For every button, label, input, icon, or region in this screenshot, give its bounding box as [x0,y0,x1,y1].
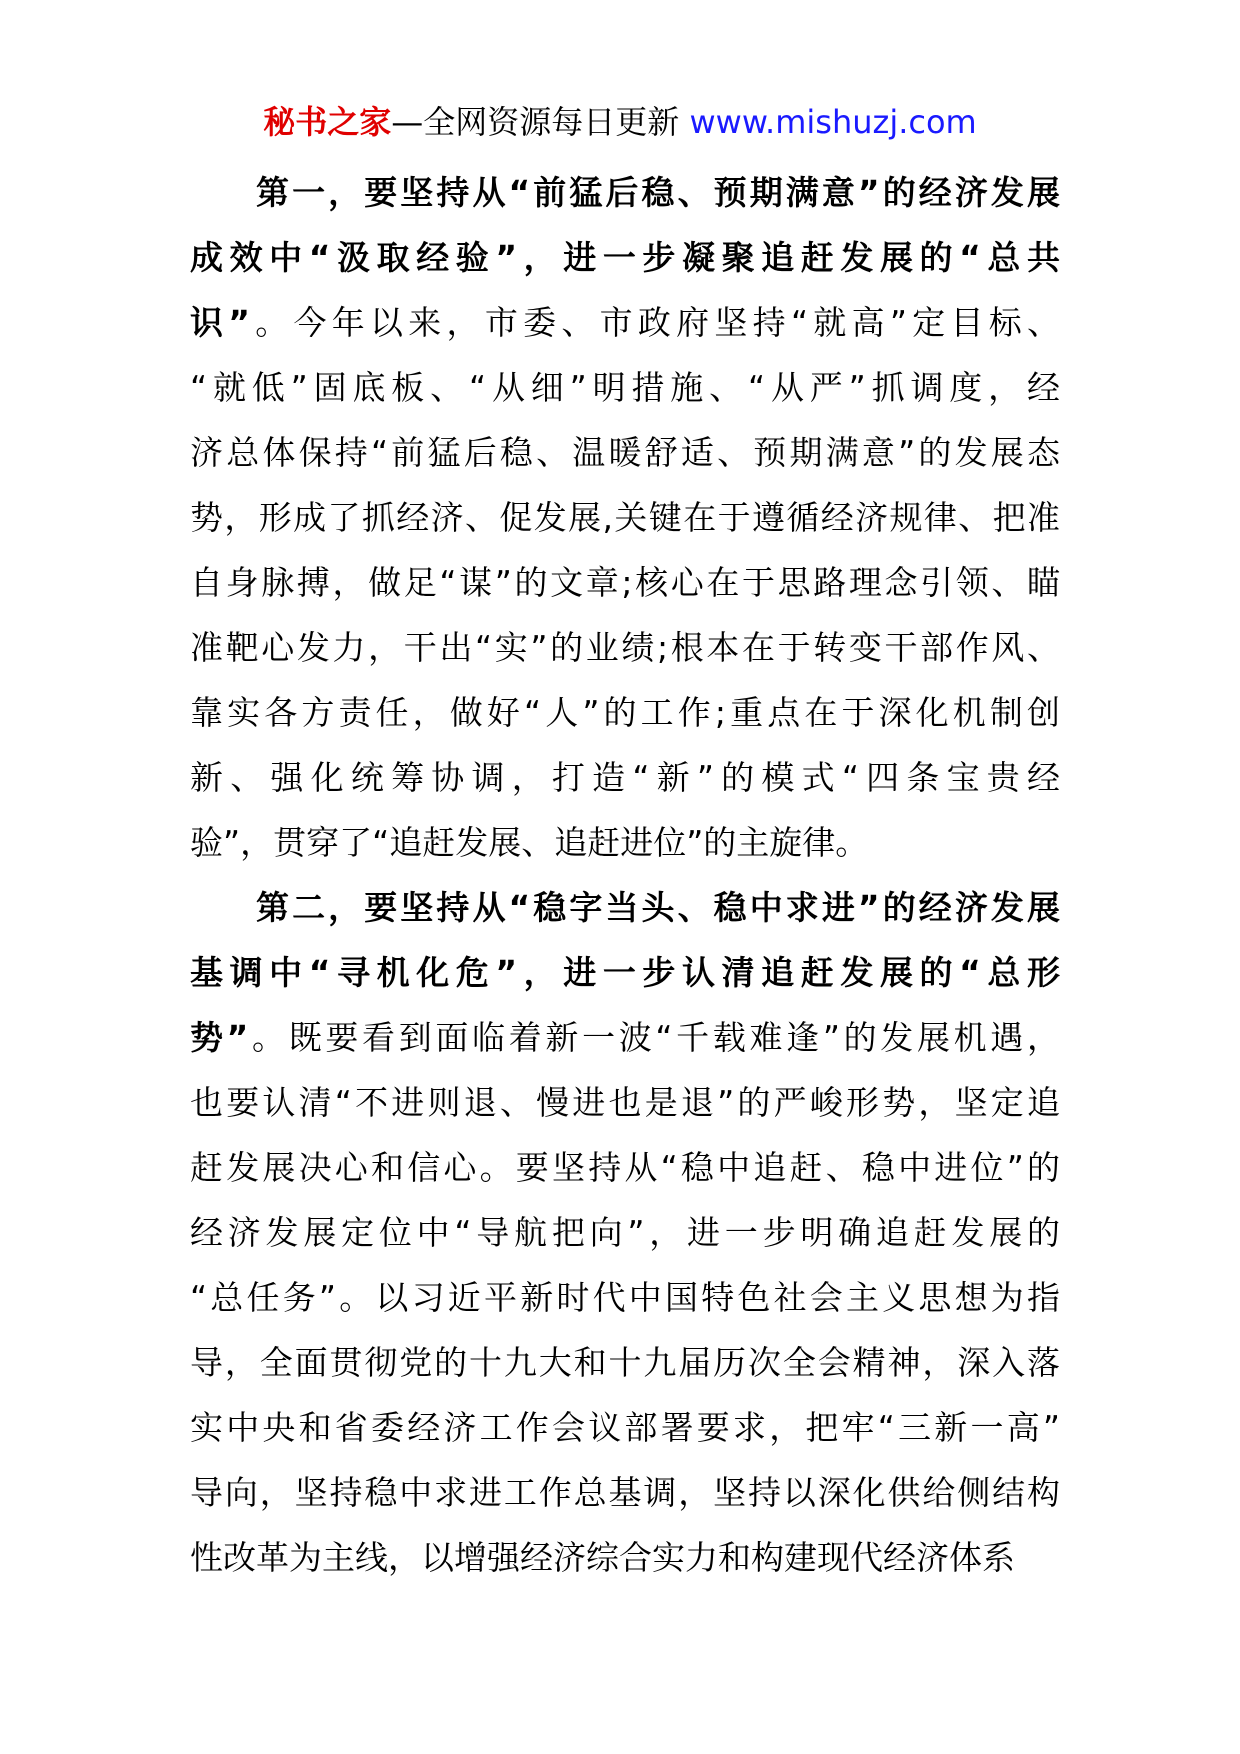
paragraph-line-bold-part: 势” [190,1018,249,1057]
paragraph-line: 经济发展定位中“导航把向”，进一步明确追赶发展的 [190,1213,1060,1252]
paragraph-line: 导向，坚持稳中求进工作总基调，坚持以深化供给侧结构 [190,1473,1060,1512]
paragraph-2 [190,875,1060,1590]
paragraph-line: 准靶心发力，干出“实”的业绩;根本在于转变干部作风、 [190,628,1060,667]
paragraph-line: 也要认清“不进则退、慢进也是退”的严峻形势，坚定追 [190,1083,1060,1122]
paragraph-line [190,1005,1060,1070]
paragraph-line: 基调中“寻机化危”，进一步认清追赶发展的“总形 [190,953,1060,992]
document-header [0,100,1240,144]
paragraph-line: 第二，要坚持从“稳字当头、稳中求进”的经济发展 [256,888,1060,927]
paragraph-line: 赶发展决心和信心。要坚持从“稳中追赶、稳中进位”的 [190,1148,1060,1187]
paragraph-line: 济总体保持“前猛后稳、温暖舒适、预期满意”的发展态 [190,433,1060,472]
paragraph-line-rest: 。既要看到面临着新一波“千载难逢”的发展机遇， [248,1018,1060,1057]
paragraph-line: 验”，贯穿了“追赶发展、追赶进位”的主旋律。 [190,823,869,862]
paragraph-line: 导，全面贯彻党的十九大和十九届历次全会精神，深入落 [190,1343,1060,1382]
paragraph-line: 势，形成了抓经济、促发展,关键在于遵循经济规律、把准 [190,498,1060,537]
paragraph-line [190,290,1060,355]
paragraph-line-rest: 。今年以来，市委、市政府坚持“就高”定目标、 [249,303,1060,342]
header-tagline: —全网资源每日更新 [391,103,680,141]
paragraph-line: 自身脉搏，做足“谋”的文章;核心在于思路理念引领、瞄 [190,563,1060,602]
paragraph-line: “就低”固底板、“从细”明措施、“从严”抓调度，经 [190,368,1060,407]
paragraph-line: 实中央和省委经济工作会议部署要求，把牢“三新一高” [190,1408,1060,1447]
paragraph-line: 成效中“汲取经验”，进一步凝聚追赶发展的“总共 [190,238,1060,277]
document-body [190,160,1060,1590]
brand-name: 秘书之家 [263,103,392,141]
site-url-link[interactable]: www.mishuzj.com [689,103,977,141]
paragraph-line-bold-part: 识” [190,303,250,342]
paragraph-line: 新、强化统筹协调，打造“新”的模式“四条宝贵经 [190,758,1060,797]
paragraph-line: 性改革为主线，以增强经济综合实力和构建现代经济体系 [190,1538,1015,1577]
paragraph-1 [190,160,1060,875]
paragraph-line: 第一，要坚持从“前猛后稳、预期满意”的经济发展 [256,173,1060,212]
paragraph-line: “总任务”。以习近平新时代中国特色社会主义思想为指 [190,1278,1060,1317]
paragraph-line: 靠实各方责任，做好“人”的工作;重点在于深化机制创 [190,693,1060,732]
